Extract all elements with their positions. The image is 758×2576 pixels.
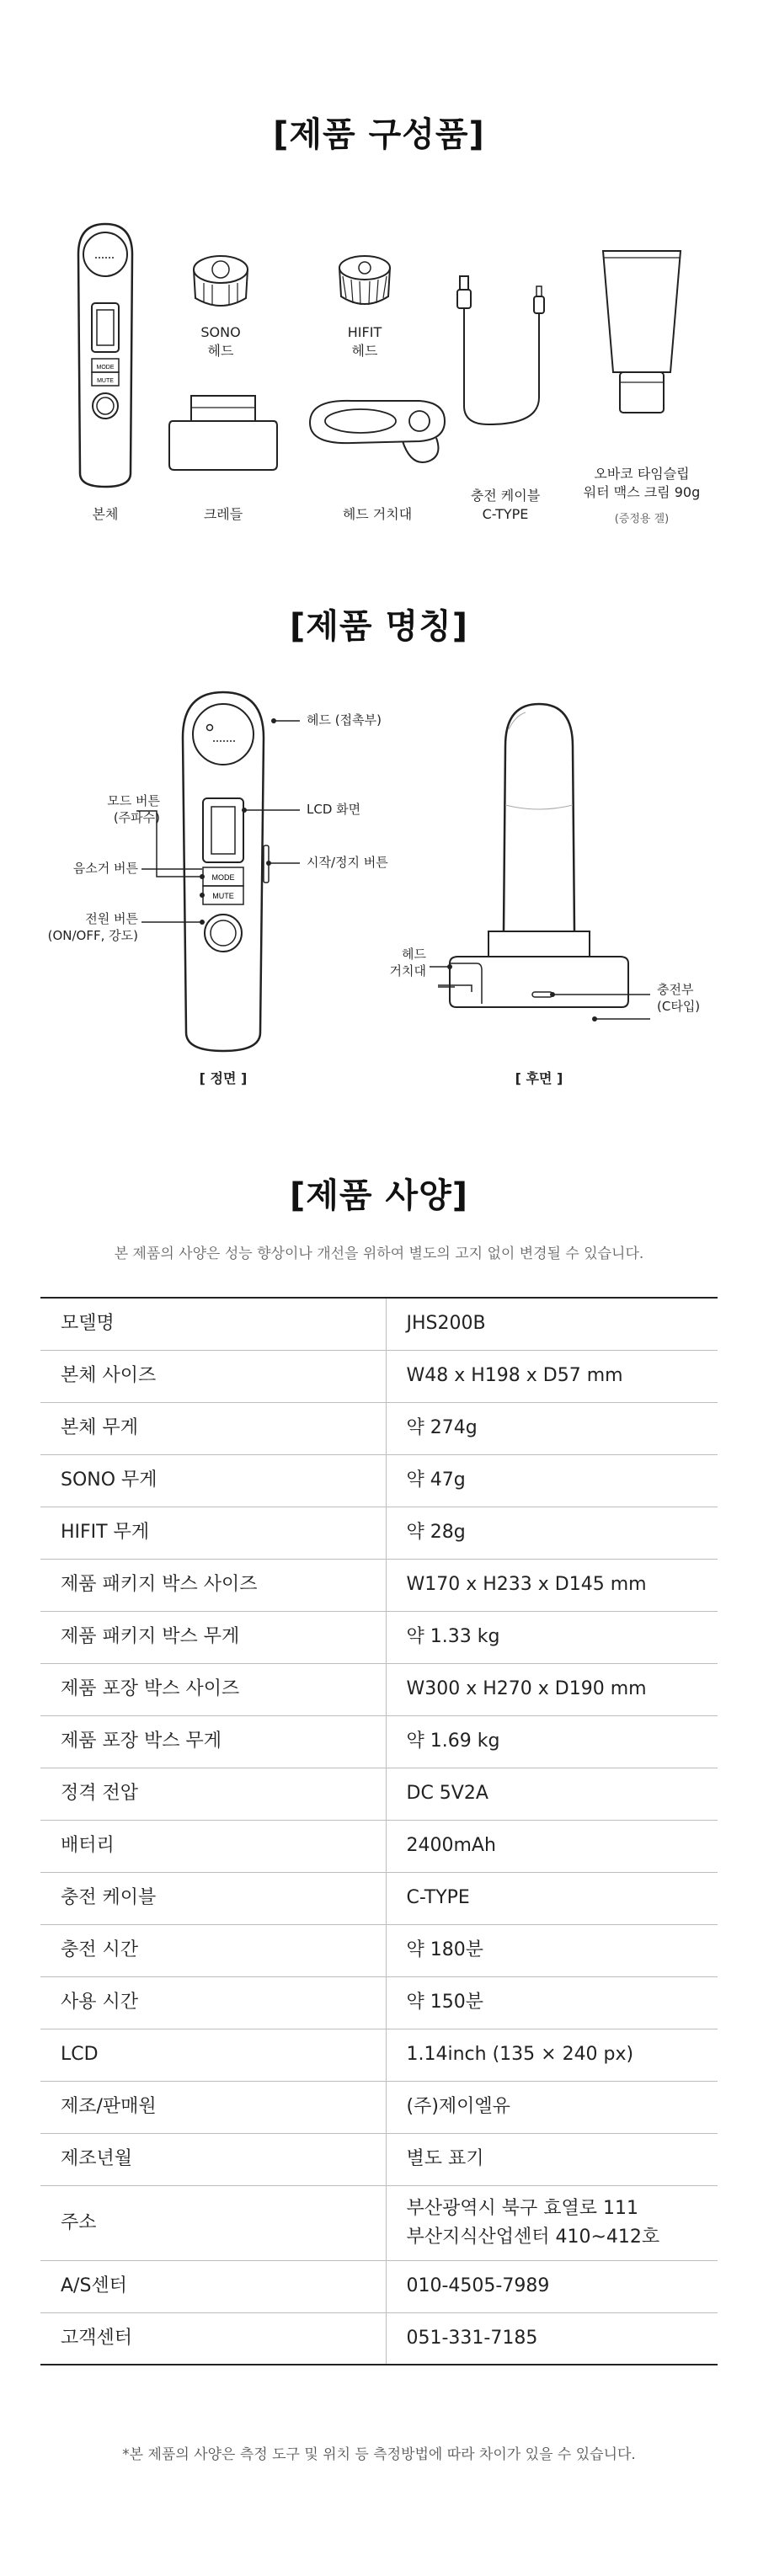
spec-value: 약 47g	[406, 1469, 466, 1491]
spec-row	[40, 2029, 718, 2081]
spec-row	[40, 1559, 718, 1611]
spec-value: 약 180분	[406, 1939, 483, 1960]
spec-key: 고객센터	[40, 2312, 386, 2365]
spec-key: 사용 시간	[40, 1976, 386, 2029]
spec-key: 제조/판매원	[40, 2081, 386, 2133]
label-head-stand: 헤드 거치대	[342, 506, 413, 522]
spec-key: 모델명	[40, 1298, 386, 1350]
spec-value: 약 274g	[406, 1416, 478, 1438]
spec-key: 정격 전압	[40, 1768, 386, 1820]
spec-row	[40, 2081, 718, 2133]
spec-key: 제품 패키지 박스 무게	[40, 1611, 386, 1663]
callout-start-stop: 시작/정지 버튼	[307, 855, 388, 870]
label-sono-head: SONO 헤드	[200, 324, 241, 359]
spec-key: 제품 포장 박스 사이즈	[40, 1663, 386, 1715]
spec-value: W300 x H270 x D190 mm	[406, 1677, 647, 1699]
spec-key: A/S센터	[40, 2260, 386, 2312]
spec-key: 충전 시간	[40, 1924, 386, 1976]
spec-key: 본체 무게	[40, 1402, 386, 1454]
spec-value: W170 x H233 x D145 mm	[406, 1573, 647, 1595]
label-cradle: 크레들	[203, 506, 243, 522]
spec-key: 제품 포장 박스 무게	[40, 1715, 386, 1768]
spec-key: SONO 무게	[40, 1454, 386, 1507]
front-mute-text: MUTE	[212, 892, 234, 900]
spec-row	[40, 1872, 718, 1924]
callout-mode: 모드 버튼 (주파수)	[107, 793, 160, 825]
spec-row	[40, 1663, 718, 1715]
spec-value: 약 1.33 kg	[406, 1625, 500, 1647]
spec-key: HIFIT 무게	[40, 1507, 386, 1559]
spec-row	[40, 1976, 718, 2029]
callout-charge-port: 충전부 (C타입)	[657, 982, 701, 1014]
spec-value: 약 1.69 kg	[406, 1730, 500, 1752]
spec-value: 1.14inch (135 × 240 px)	[406, 2043, 634, 2065]
spec-row	[40, 2185, 718, 2260]
callout-power: 전원 버튼 (ON/OFF, 강도)	[47, 911, 138, 943]
spec-key: 제조년월	[40, 2133, 386, 2185]
spec-value: 약 28g	[406, 1521, 466, 1543]
spec-table	[40, 1297, 718, 2365]
spec-row	[40, 1350, 718, 1402]
label-hifit-head: HIFIT 헤드	[347, 324, 382, 359]
spec-value: DC 5V2A	[406, 1782, 488, 1804]
spec-row	[40, 1768, 718, 1820]
spec-value: 010-4505-7989	[406, 2275, 550, 2297]
spec-key: 주소	[40, 2185, 386, 2260]
back-view-label: [ 후면 ]	[515, 1070, 563, 1086]
spec-row	[40, 1507, 718, 1559]
spec-row	[40, 1402, 718, 1454]
spec-key: LCD	[40, 2029, 386, 2081]
spec-row	[40, 2312, 718, 2365]
names-title: [제품 명칭]	[289, 607, 469, 646]
front-view-label: [ 정면 ]	[199, 1070, 248, 1086]
callout-head: 헤드 (접촉부)	[307, 712, 382, 728]
callout-mute: 음소거 버튼	[72, 861, 138, 876]
spec-key: 배터리	[40, 1820, 386, 1872]
spec-key: 본체 사이즈	[40, 1350, 386, 1402]
spec-notice: 본 제품의 사양은 성능 향상이나 개선을 위하여 별도의 고지 없이 변경될 수 있습니다.	[114, 1245, 644, 1262]
label-cream: 오바코 타임슬립 워터 맥스 크림 90g	[583, 466, 701, 500]
spec-value: 별도 표기	[406, 2147, 484, 2169]
front-mode-text: MODE	[211, 873, 235, 882]
spec-row	[40, 2133, 718, 2185]
callout-lcd: LCD 화면	[307, 802, 361, 817]
body-mute-text: MUTE	[97, 378, 114, 384]
spec-row	[40, 1454, 718, 1507]
spec-row	[40, 1298, 718, 1350]
label-charge-cable: 충전 케이블 C-TYPE	[470, 488, 541, 522]
callout-head-holder: 헤드 거치대	[389, 947, 426, 979]
spec-value: W48 x H198 x D57 mm	[406, 1364, 623, 1386]
spec-value: 051-331-7185	[406, 2327, 538, 2349]
spec-value: 부산광역시 북구 효열로 111 부산지식산업센터 410~412호	[406, 2197, 660, 2248]
spec-row	[40, 1715, 718, 1768]
spec-key: 충전 케이블	[40, 1872, 386, 1924]
spec-value: 약 150분	[406, 1991, 483, 2013]
spec-row	[40, 2260, 718, 2312]
spec-row	[40, 1611, 718, 1663]
label-cream-note: (증정용 겔)	[614, 513, 670, 525]
spec-value: JHS200B	[406, 1313, 486, 1335]
body-mode-text: MODE	[96, 365, 115, 371]
spec-key: 제품 패키지 박스 사이즈	[40, 1559, 386, 1611]
spec-value: 2400mAh	[406, 1834, 496, 1856]
spec-value: C-TYPE	[406, 1886, 470, 1908]
components-title: [제품 구성품]	[273, 115, 485, 154]
label-main-body: 본체	[92, 506, 119, 522]
spec-row	[40, 1820, 718, 1872]
spec-value: (주)제이엘유	[406, 2095, 510, 2117]
spec-title: [제품 사양]	[289, 1176, 469, 1215]
spec-footnote: *본 제품의 사양은 측정 도구 및 위치 등 측정방법에 따라 차이가 있을 수 있습니다.	[122, 2446, 636, 2463]
back-callout-lines	[0, 0, 758, 1095]
spec-row	[40, 1924, 718, 1976]
